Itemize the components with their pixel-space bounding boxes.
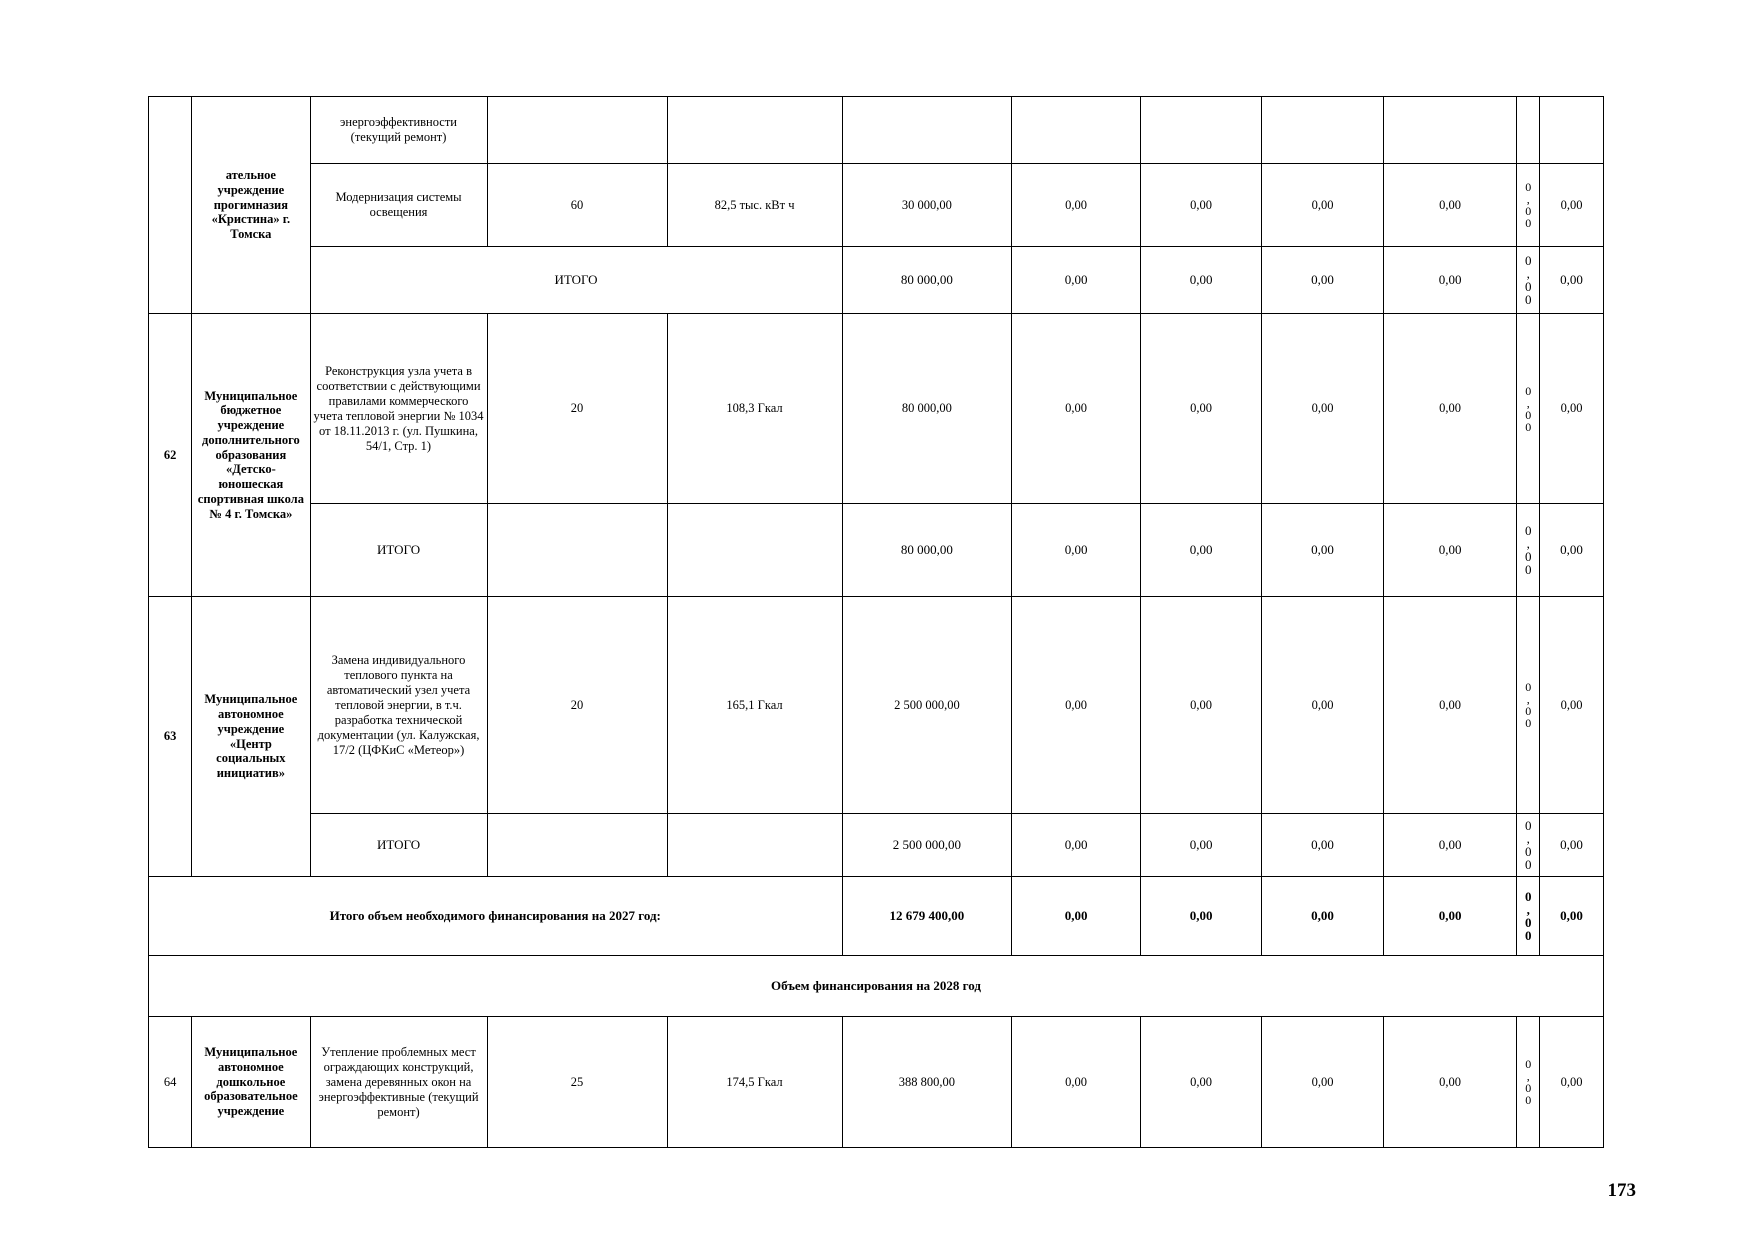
last-money-cell: 0,00 <box>1540 247 1604 314</box>
narrow-zero-cell: 0 , 0 0 <box>1517 314 1540 504</box>
total-cell: 2 500 000,00 <box>842 597 1012 814</box>
money-cell-1: 0,00 <box>1012 247 1141 314</box>
subtotal-label: ИТОГО <box>310 504 487 597</box>
total-cell: 80 000,00 <box>842 314 1012 504</box>
last-money-cell: 0,00 <box>1540 314 1604 504</box>
total-cell: 80 000,00 <box>842 247 1012 314</box>
narrow-zero-cell: 0 , 0 0 <box>1517 247 1540 314</box>
row-number-cell: 62 <box>149 314 192 597</box>
saving-cell: 165,1 Гкал <box>667 597 842 814</box>
last-money-cell <box>1540 97 1604 164</box>
money-cell-4 <box>1383 97 1517 164</box>
saving-cell: 174,5 Гкал <box>667 1017 842 1148</box>
table-row-subtotal <box>149 814 1604 877</box>
money-cell-4: 0,00 <box>1383 504 1517 597</box>
section-label: Объем финансирования на 2028 год <box>149 956 1604 1017</box>
narrow-zero-cell: 0 , 0 0 <box>1517 597 1540 814</box>
money-cell-3: 0,00 <box>1262 247 1383 314</box>
table-row <box>149 97 1604 164</box>
money-cell-1: 0,00 <box>1012 314 1141 504</box>
money-cell-3: 0,00 <box>1262 877 1383 956</box>
money-cell-2: 0,00 <box>1140 597 1261 814</box>
narrow-zero-cell: 0 , 0 0 <box>1517 504 1540 597</box>
subtotal-label: ИТОГО <box>310 247 842 314</box>
money-cell-1: 0,00 <box>1012 164 1141 247</box>
narrow-zero-cell: 0 , 0 0 <box>1517 1017 1540 1148</box>
effect-cell <box>487 97 667 164</box>
saving-cell <box>667 97 842 164</box>
last-money-cell: 0,00 <box>1540 164 1604 247</box>
measure-cell: Утепление проблемных мест ограждающих конструкций, замена деревянных окон на энергоэффективные (текущий ремонт) <box>310 1017 487 1148</box>
effect-cell: 25 <box>487 1017 667 1148</box>
money-cell-2: 0,00 <box>1140 814 1261 877</box>
row-number-cell: 64 <box>149 1017 192 1148</box>
money-cell-4: 0,00 <box>1383 597 1517 814</box>
total-cell: 388 800,00 <box>842 1017 1012 1148</box>
money-cell-1: 0,00 <box>1012 504 1141 597</box>
money-cell-2: 0,00 <box>1140 504 1261 597</box>
money-cell-1: 0,00 <box>1012 1017 1141 1148</box>
money-cell-4: 0,00 <box>1383 247 1517 314</box>
money-cell-3: 0,00 <box>1262 1017 1383 1148</box>
money-cell-4: 0,00 <box>1383 814 1517 877</box>
organization-cell: Муниципальное автономное учреждение «Центр социальных инициатив» <box>192 597 310 877</box>
financing-table <box>148 96 1604 1148</box>
page-number: 173 <box>1607 1180 1636 1201</box>
table-row <box>149 597 1604 814</box>
effect-cell: 20 <box>487 314 667 504</box>
narrow-zero-cell: 0 , 0 0 <box>1517 164 1540 247</box>
money-cell-2: 0,00 <box>1140 247 1261 314</box>
organization-cell: Муниципальное бюджетное учреждение дополнительного образования «Детско-юношеская спортивная школа № 4 г. Томска» <box>192 314 310 597</box>
money-cell-2 <box>1140 97 1261 164</box>
grand-total-value: 12 679 400,00 <box>842 877 1012 956</box>
measure-cell: Реконструкция узла учета в соответствии с действующими правилами коммерческого учета тепловой энергии № 1034 от 18.11.2013 г. (ул. Пушкина, 54/1, Стр. 1) <box>310 314 487 504</box>
table-row <box>149 164 1604 247</box>
last-money-cell: 0,00 <box>1540 877 1604 956</box>
money-cell-4: 0,00 <box>1383 314 1517 504</box>
last-money-cell: 0,00 <box>1540 814 1604 877</box>
saving-cell <box>667 504 842 597</box>
money-cell-3: 0,00 <box>1262 504 1383 597</box>
saving-cell: 82,5 тыс. кВт ч <box>667 164 842 247</box>
last-money-cell: 0,00 <box>1540 1017 1604 1148</box>
money-cell-4: 0,00 <box>1383 1017 1517 1148</box>
grand-total-label: Итого объем необходимого финансирования на 2027 год: <box>149 877 843 956</box>
row-number-cell <box>149 97 192 314</box>
row-number-cell: 63 <box>149 597 192 877</box>
money-cell-1: 0,00 <box>1012 814 1141 877</box>
money-cell-3: 0,00 <box>1262 814 1383 877</box>
narrow-zero-cell <box>1517 97 1540 164</box>
table-row <box>149 314 1604 504</box>
narrow-zero-cell: 0 , 0 0 <box>1517 814 1540 877</box>
total-cell: 80 000,00 <box>842 504 1012 597</box>
narrow-zero-cell: 0 , 0 0 <box>1517 877 1540 956</box>
money-cell-3: 0,00 <box>1262 597 1383 814</box>
measure-cell: Замена индивидуального теплового пункта на автоматический узел учета тепловой энергии, в т.ч. разработка технической документации (ул. Калужская, 17/2 (ЦФКиС «Метеор») <box>310 597 487 814</box>
organization-cell: Муниципальное автономное дошкольное образовательное учреждение <box>192 1017 310 1148</box>
effect-cell: 60 <box>487 164 667 247</box>
measure-cell: Модернизация системы освещения <box>310 164 487 247</box>
money-cell-2: 0,00 <box>1140 314 1261 504</box>
effect-cell <box>487 504 667 597</box>
money-cell-2: 0,00 <box>1140 1017 1261 1148</box>
total-cell: 30 000,00 <box>842 164 1012 247</box>
money-cell-4: 0,00 <box>1383 877 1517 956</box>
money-cell-3: 0,00 <box>1262 314 1383 504</box>
total-cell <box>842 97 1012 164</box>
organization-cell: ательное учреждение прогимназия «Кристина» г. Томска <box>192 97 310 314</box>
money-cell-2: 0,00 <box>1140 877 1261 956</box>
money-cell-1 <box>1012 97 1141 164</box>
table-section-header <box>149 956 1604 1017</box>
measure-cell: энергоэффективности (текущий ремонт) <box>310 97 487 164</box>
money-cell-1: 0,00 <box>1012 877 1141 956</box>
money-cell-3 <box>1262 97 1383 164</box>
money-cell-3: 0,00 <box>1262 164 1383 247</box>
total-cell: 2 500 000,00 <box>842 814 1012 877</box>
table-row-subtotal <box>149 247 1604 314</box>
money-cell-4: 0,00 <box>1383 164 1517 247</box>
last-money-cell: 0,00 <box>1540 597 1604 814</box>
table-row-subtotal <box>149 504 1604 597</box>
table-row-grand-total <box>149 877 1604 956</box>
last-money-cell: 0,00 <box>1540 504 1604 597</box>
effect-cell <box>487 814 667 877</box>
money-cell-1: 0,00 <box>1012 597 1141 814</box>
money-cell-2: 0,00 <box>1140 164 1261 247</box>
saving-cell: 108,3 Гкал <box>667 314 842 504</box>
effect-cell: 20 <box>487 597 667 814</box>
table-row <box>149 1017 1604 1148</box>
saving-cell <box>667 814 842 877</box>
subtotal-label: ИТОГО <box>310 814 487 877</box>
